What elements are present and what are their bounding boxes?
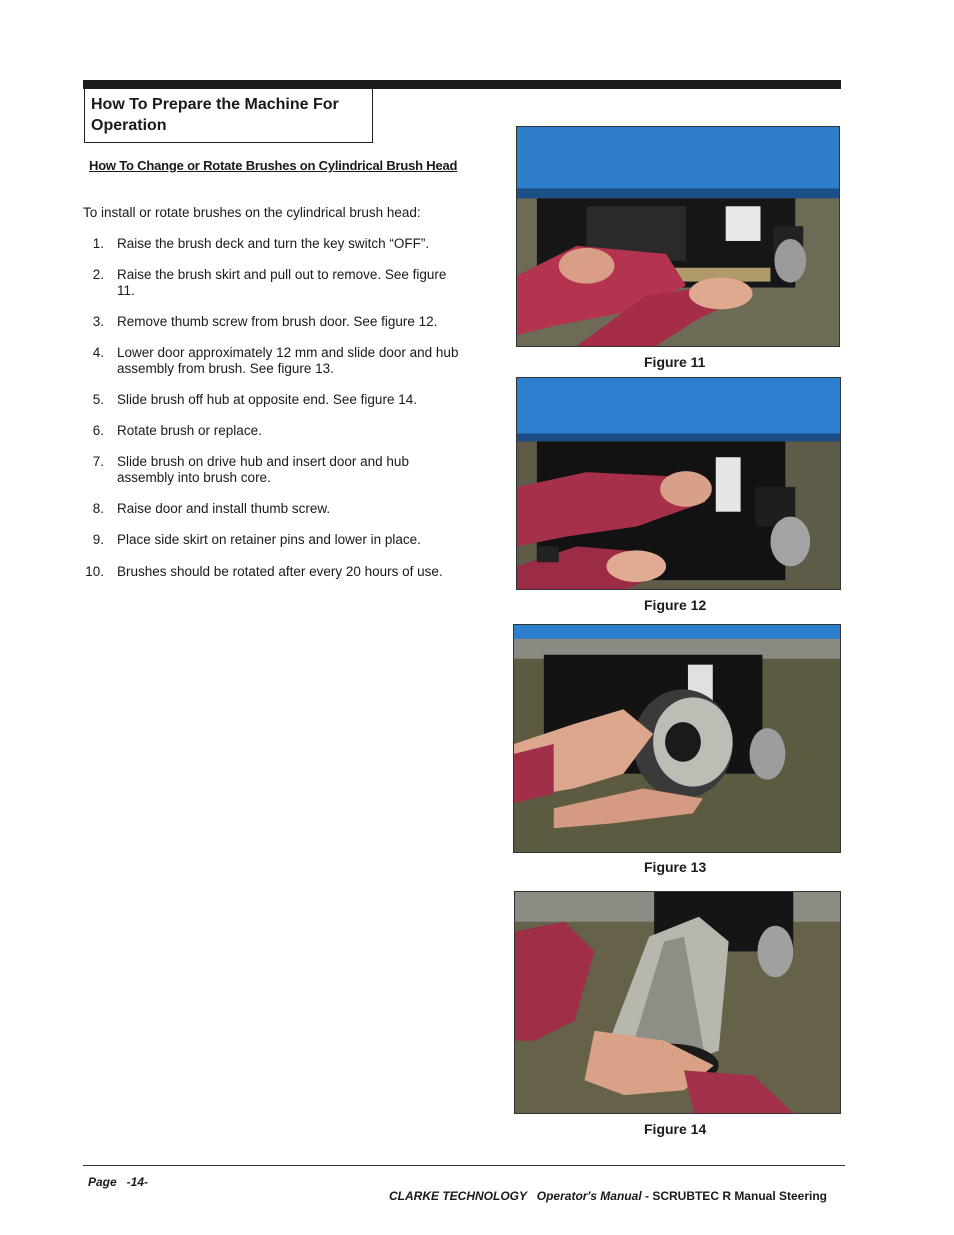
top-rule — [83, 80, 841, 89]
subheading: How To Change or Rotate Brushes on Cylindrical Brush Head — [89, 158, 458, 173]
figure-13-photo — [513, 624, 841, 853]
footer-rule — [83, 1165, 845, 1166]
intro-text: To install or rotate brushes on the cylindrical brush head: — [83, 205, 421, 220]
figure-12-caption: Figure 12 — [644, 597, 707, 613]
footer-model: SCRUBTEC R Manual Steering — [652, 1189, 827, 1203]
figure-14-caption: Figure 14 — [644, 1121, 707, 1137]
figure-12-photo — [516, 377, 841, 590]
footer-manual: CLARKE TECHNOLOGY Operator's Manual - — [388, 1189, 653, 1203]
section-title: How To Prepare the Machine For Operation — [84, 89, 373, 143]
footer-manual-title — [382, 1175, 827, 1203]
figure-11-photo — [516, 126, 840, 347]
figure-14-photo — [514, 891, 841, 1114]
figure-13-caption: Figure 13 — [644, 859, 707, 875]
page-number: Page -14- — [88, 1175, 149, 1189]
figure-11-caption: Figure 11 — [644, 354, 706, 370]
